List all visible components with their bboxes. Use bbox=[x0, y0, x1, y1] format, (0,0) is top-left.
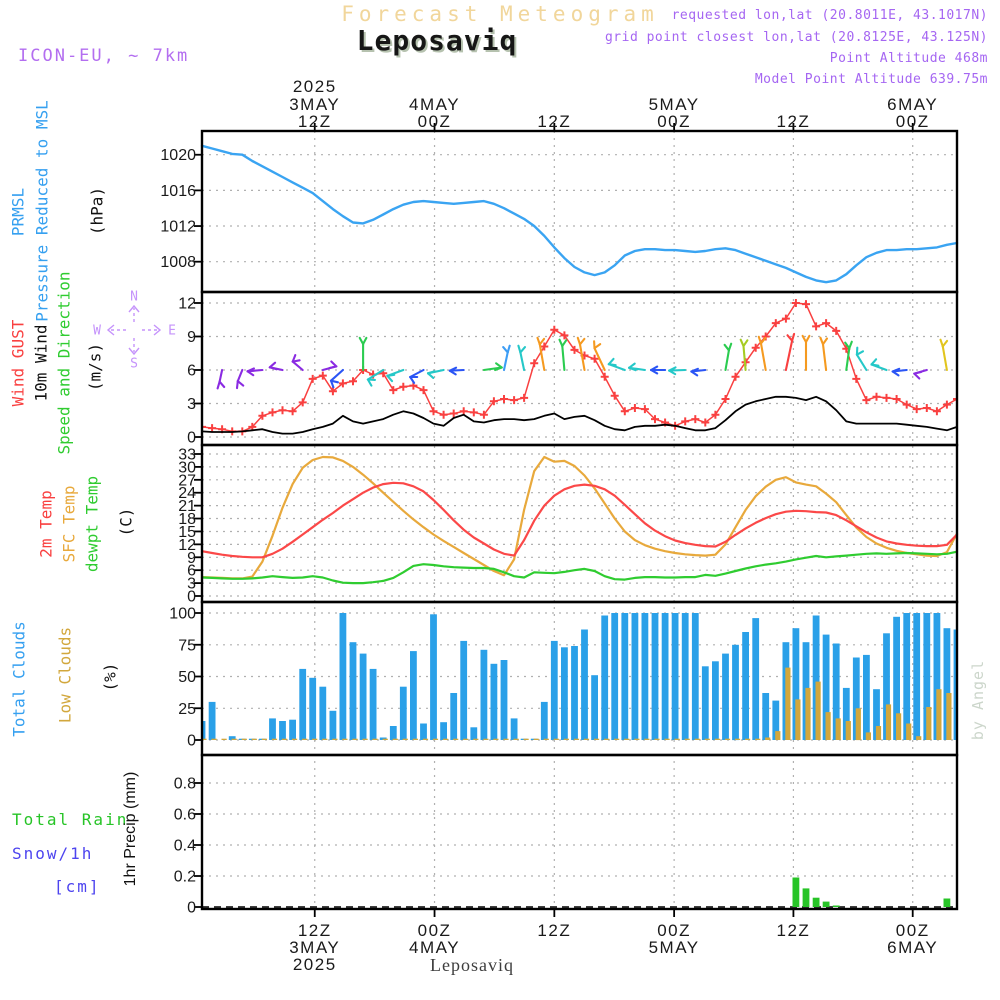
ytick-label: 75 bbox=[178, 637, 196, 655]
pressure-axis-title: PRMSL bbox=[8, 187, 28, 237]
compass-south-label: S bbox=[130, 356, 138, 372]
low-cloud-bar bbox=[705, 739, 710, 740]
total-cloud-bar bbox=[309, 678, 316, 740]
low-cloud-bar bbox=[816, 682, 821, 740]
total-cloud-bar bbox=[299, 669, 306, 740]
ytick-label: 12 bbox=[178, 536, 196, 554]
wind-gust-label: Wind GUST bbox=[8, 319, 28, 407]
top-date-label: 3MAY bbox=[289, 95, 341, 114]
total-cloud-bar bbox=[551, 641, 558, 740]
grid-point-coords: grid point closest lon,lat (20.8125E, 43.125N) bbox=[604, 30, 988, 45]
low-cloud-bar bbox=[946, 693, 951, 740]
wind-speed-line bbox=[202, 397, 957, 434]
total-cloud-bar bbox=[591, 675, 598, 740]
point-altitude: Point Altitude 468m bbox=[829, 51, 988, 66]
low-cloud-bar bbox=[916, 736, 921, 740]
total-cloud-bar bbox=[481, 650, 488, 740]
low-cloud-bar bbox=[866, 732, 871, 740]
ytick-label: 1020 bbox=[160, 147, 196, 165]
low-cloud-bar bbox=[433, 739, 438, 740]
wind-arrow bbox=[578, 338, 585, 370]
low-cloud-bar bbox=[564, 739, 569, 740]
gust-plus bbox=[309, 375, 317, 383]
low-cloud-bar bbox=[524, 739, 529, 740]
ytick-label: 0.4 bbox=[173, 837, 196, 855]
dewpoint-line bbox=[202, 552, 957, 583]
low-cloud-bar bbox=[453, 739, 458, 740]
gust-plus bbox=[812, 322, 820, 330]
total-cloud-bar bbox=[390, 726, 397, 740]
low-cloud-bar bbox=[695, 739, 700, 740]
bottom-date-label: 5MAY bbox=[648, 938, 700, 957]
wind-arrow bbox=[218, 370, 225, 388]
low-cloud-bar bbox=[292, 739, 297, 740]
low-cloud-bar bbox=[856, 708, 861, 740]
gust-plus bbox=[631, 404, 639, 412]
top-hour-label: 00Z bbox=[417, 112, 452, 131]
total-cloud-bar bbox=[319, 687, 326, 740]
low-cloud-bar bbox=[463, 739, 468, 740]
low-cloud-bar bbox=[272, 739, 277, 740]
low-cloud-bar bbox=[282, 739, 287, 740]
low-cloud-bar bbox=[665, 739, 670, 740]
total-cloud-bar bbox=[400, 687, 407, 740]
low-cloud-bar bbox=[785, 668, 790, 740]
wind-arrow bbox=[410, 370, 423, 383]
wind-arrow bbox=[360, 338, 367, 370]
ytick-label: 0 bbox=[187, 732, 196, 750]
low-cloud-bar bbox=[735, 739, 740, 740]
low-cloud-bar bbox=[765, 738, 770, 741]
gust-plus bbox=[420, 386, 428, 394]
low-cloud-bar bbox=[745, 739, 750, 740]
low-cloud-bar bbox=[302, 739, 307, 740]
ytick-label: 1016 bbox=[160, 182, 196, 200]
wind-arrow bbox=[759, 337, 766, 370]
total-cloud-bar bbox=[581, 630, 588, 741]
low-cloud-bar bbox=[624, 739, 629, 740]
gust-plus bbox=[208, 424, 216, 432]
low-cloud-bar bbox=[483, 739, 488, 740]
low-cloud-bar bbox=[262, 739, 267, 740]
low-cloud-bar bbox=[352, 739, 357, 740]
wind-arrow bbox=[428, 370, 444, 378]
compass-rose bbox=[108, 306, 160, 354]
bottom-hour-label: 12Z bbox=[776, 921, 811, 940]
low-cloud-bar bbox=[584, 739, 589, 740]
total-cloud-bar bbox=[340, 613, 347, 740]
top-hour-label: 12Z bbox=[537, 112, 572, 131]
total-cloud-bar bbox=[410, 651, 417, 740]
low-cloud-bar bbox=[322, 739, 327, 740]
model-point-altitude: Model Point Altitude 639.75m bbox=[754, 72, 988, 87]
low-cloud-bar bbox=[423, 739, 428, 740]
low-cloud-bar bbox=[574, 739, 579, 740]
precip-bar bbox=[823, 902, 830, 907]
low-cloud-bar bbox=[775, 731, 780, 740]
clouds-unit-label: (%) bbox=[100, 662, 120, 692]
ytick-label: 3 bbox=[187, 395, 196, 413]
low-cloud-bar bbox=[826, 712, 831, 740]
low-clouds-label: Low Clouds bbox=[55, 626, 75, 724]
total-cloud-bar bbox=[279, 721, 286, 740]
compass-north-label: N bbox=[130, 289, 138, 305]
ytick-label: 33 bbox=[178, 446, 196, 464]
gust-plus bbox=[520, 394, 528, 402]
total-cloud-bar bbox=[692, 613, 699, 740]
axis-ticks bbox=[194, 123, 913, 917]
precip-bar bbox=[833, 906, 840, 908]
low-cloud-bar bbox=[544, 739, 549, 740]
gust-plus bbox=[923, 404, 931, 412]
total-cloud-bar bbox=[913, 613, 920, 740]
low-cloud-bar bbox=[252, 739, 257, 740]
ytick-label: 1008 bbox=[160, 254, 196, 272]
total-cloud-bar bbox=[732, 645, 739, 740]
total-cloud-bar bbox=[541, 702, 548, 740]
bottom-hour-label: 00Z bbox=[895, 921, 930, 940]
wind-arrow bbox=[941, 340, 948, 370]
low-cloud-bar bbox=[675, 739, 680, 740]
total-cloud-bar bbox=[742, 632, 749, 740]
gust-plus bbox=[621, 407, 629, 415]
low-cloud-bar bbox=[534, 739, 539, 740]
top-date-label: 6MAY bbox=[887, 95, 939, 114]
low-cloud-bar bbox=[373, 739, 378, 740]
low-cloud-bar bbox=[383, 739, 388, 740]
wind-arrow bbox=[669, 367, 685, 374]
wind-arrow bbox=[503, 346, 510, 370]
wind-arrow bbox=[893, 369, 907, 376]
wind-arrow bbox=[609, 359, 625, 370]
precip-bars bbox=[793, 878, 951, 908]
low-cloud-bar bbox=[473, 739, 478, 740]
wind-arrow bbox=[387, 370, 403, 381]
ytick-label: 0.2 bbox=[173, 868, 196, 886]
ytick-label: 3 bbox=[187, 575, 196, 593]
ytick-label: 0 bbox=[187, 588, 196, 606]
low-cloud-bar bbox=[242, 739, 247, 740]
gust-plus bbox=[500, 395, 508, 403]
precip-total-rain-label: Total Rain bbox=[12, 810, 129, 829]
wind-arrow bbox=[270, 363, 283, 370]
gust-plus bbox=[873, 393, 881, 401]
wind-arrow bbox=[914, 370, 927, 379]
ytick-label: 0.8 bbox=[173, 775, 196, 793]
temp-2m-label: 2m Temp bbox=[36, 490, 56, 558]
wind-10m-label: 10m Wind bbox=[31, 324, 51, 402]
watermark: by Angel bbox=[969, 659, 987, 741]
ytick-label: 100 bbox=[169, 605, 196, 623]
pressure-axis-subtitle: Pressure Reduced to MSL bbox=[32, 100, 52, 322]
low-cloud-bar bbox=[443, 739, 448, 740]
precip-bar bbox=[813, 898, 820, 907]
ytick-label: 24 bbox=[178, 485, 196, 503]
wind-arrow bbox=[594, 341, 605, 370]
compass-west-label: W bbox=[93, 323, 101, 339]
low-cloud-bar bbox=[403, 739, 408, 740]
gust-plus bbox=[782, 315, 790, 323]
gust-plus bbox=[319, 372, 327, 380]
low-cloud-bar bbox=[413, 739, 418, 740]
low-cloud-bar bbox=[604, 739, 609, 740]
low-cloud-bar bbox=[514, 739, 519, 740]
temp-dewpt-label: dewpt Temp bbox=[82, 475, 102, 573]
temp-unit-label: (C) bbox=[116, 507, 136, 537]
gust-plus bbox=[601, 373, 609, 381]
gust-plus bbox=[611, 392, 619, 400]
gust-plus bbox=[430, 407, 438, 415]
total-cloud-bar bbox=[621, 613, 628, 740]
ytick-label: 0.6 bbox=[173, 806, 196, 824]
wind-arrow bbox=[651, 367, 665, 374]
gust-plus bbox=[550, 326, 558, 334]
total-cloud-bar bbox=[632, 613, 639, 740]
gust-plus bbox=[852, 375, 860, 383]
low-cloud-bar bbox=[594, 739, 599, 740]
ytick-label: 0 bbox=[187, 899, 196, 917]
total-cloud-bar bbox=[762, 693, 769, 740]
low-cloud-bar bbox=[634, 739, 639, 740]
low-cloud-bar bbox=[836, 718, 841, 740]
low-cloud-bar bbox=[232, 739, 237, 740]
gust-plus bbox=[943, 401, 951, 409]
low-cloud-bar bbox=[312, 739, 317, 740]
precip-cm-label: [cm] bbox=[54, 877, 101, 896]
gust-plus bbox=[440, 411, 448, 419]
low-cloud-bar bbox=[906, 724, 911, 741]
gust-plus bbox=[691, 415, 699, 423]
total-cloud-bar bbox=[863, 655, 870, 740]
total-cloud-bar bbox=[501, 660, 508, 740]
bottom-date-label: 6MAY bbox=[887, 938, 939, 957]
low-cloud-bar bbox=[212, 739, 217, 740]
ytick-label: 12 bbox=[178, 295, 196, 313]
bottom-date-label: 4MAY bbox=[409, 938, 461, 957]
low-cloud-bar bbox=[795, 699, 800, 740]
model-label: ICON-EU, ~ 7km bbox=[18, 46, 190, 66]
total-cloud-bar bbox=[450, 693, 457, 740]
top-hour-label: 12Z bbox=[297, 112, 332, 131]
station-title: Leposaviq bbox=[356, 24, 518, 57]
low-cloud-bar bbox=[846, 721, 851, 740]
total-cloud-bar bbox=[430, 614, 437, 740]
total-cloud-bar bbox=[682, 613, 689, 740]
low-cloud-bar bbox=[896, 713, 901, 740]
ytick-label: 0 bbox=[187, 429, 196, 447]
ytick-label: 50 bbox=[178, 669, 196, 686]
wind-arrow bbox=[368, 370, 383, 386]
total-cloud-bar bbox=[420, 724, 427, 741]
gust-plus bbox=[470, 408, 478, 416]
ytick-label: 18 bbox=[178, 511, 196, 529]
total-cloud-bar bbox=[460, 641, 467, 740]
total-cloud-bar bbox=[903, 613, 910, 740]
total-cloud-bar bbox=[642, 613, 649, 740]
wind-arrow bbox=[248, 369, 263, 376]
wind-arrow bbox=[323, 362, 337, 371]
wind-arrow bbox=[484, 363, 502, 370]
total-cloud-bar bbox=[672, 613, 679, 740]
wind-arrow bbox=[857, 348, 867, 370]
wind-unit-label: (m/s) bbox=[85, 342, 105, 392]
total-cloud-bar bbox=[330, 711, 337, 740]
wind-arrow bbox=[538, 338, 545, 370]
wind-arrow bbox=[725, 344, 732, 370]
pressure-unit-label: (hPa) bbox=[87, 186, 107, 236]
total-clouds-label: Total Clouds bbox=[9, 621, 29, 737]
low-cloud-bar bbox=[363, 739, 368, 740]
wind-arrow bbox=[872, 359, 887, 370]
top-year-label: 2025 bbox=[292, 77, 337, 96]
wind-arrow bbox=[786, 334, 794, 370]
total-cloud-bar bbox=[702, 666, 709, 740]
precip-unit-label: 1hr Precip (mm) bbox=[122, 771, 139, 887]
wind-arrow bbox=[518, 346, 525, 370]
gust-plus bbox=[722, 395, 730, 403]
low-cloud-bar bbox=[926, 707, 931, 740]
low-cloud-bar bbox=[222, 739, 227, 740]
bottom-hour-label: 12Z bbox=[297, 921, 332, 940]
ytick-label: 9 bbox=[187, 549, 196, 567]
top-hour-label: 12Z bbox=[776, 112, 811, 131]
low-cloud-bar bbox=[936, 689, 941, 740]
total-cloud-bar bbox=[611, 613, 618, 740]
total-cloud-bar bbox=[350, 642, 357, 740]
ytick-label: 6 bbox=[187, 362, 196, 380]
total-cloud-bar bbox=[571, 646, 578, 740]
gust-plus bbox=[893, 395, 901, 403]
bottom-hour-label: 00Z bbox=[657, 921, 692, 940]
total-cloud-bar bbox=[269, 718, 276, 740]
gust-plus bbox=[399, 383, 407, 391]
wind-direction-arrows bbox=[189, 334, 947, 389]
total-cloud-bar bbox=[491, 664, 498, 740]
wind-arrow bbox=[691, 369, 705, 376]
wind-arrow bbox=[803, 336, 810, 370]
total-cloud-bar bbox=[440, 722, 447, 740]
total-cloud-bar bbox=[722, 654, 729, 740]
ytick-label: 27 bbox=[178, 472, 196, 490]
requested-coords: requested lon,lat (20.8011E, 43.1017N) bbox=[671, 8, 988, 23]
footer-station-label: Leposaviq bbox=[430, 955, 514, 975]
low-cloud-bar bbox=[393, 739, 398, 740]
gust-plus bbox=[279, 406, 287, 414]
low-cloud-bar bbox=[805, 688, 810, 740]
total-cloud-bar bbox=[360, 654, 367, 740]
low-cloud-bar bbox=[715, 739, 720, 740]
top-date-label: 4MAY bbox=[409, 95, 461, 114]
precip-snow-label: Snow/1h bbox=[12, 844, 94, 863]
gust-plus bbox=[933, 407, 941, 415]
low-cloud-bar bbox=[644, 739, 649, 740]
gust-plus bbox=[681, 417, 689, 425]
gust-plus bbox=[862, 396, 870, 404]
total-cloud-bar bbox=[662, 613, 669, 740]
ytick-label: 6 bbox=[187, 562, 196, 580]
wind-arrow bbox=[293, 355, 303, 370]
compass-east-label: E bbox=[168, 323, 176, 339]
gust-plus bbox=[913, 405, 921, 413]
gust-plus bbox=[389, 386, 397, 394]
top-date-label: 5MAY bbox=[648, 95, 700, 114]
ytick-label: 1012 bbox=[160, 218, 196, 236]
precip-bar bbox=[944, 899, 951, 908]
ytick-label: 25 bbox=[178, 700, 196, 718]
low-cloud-bar bbox=[342, 739, 347, 740]
bottom-hour-label: 12Z bbox=[537, 921, 572, 940]
gust-plus bbox=[883, 394, 891, 402]
total-cloud-bar bbox=[511, 718, 518, 740]
precip-bar bbox=[803, 888, 810, 907]
wind-arrow bbox=[560, 340, 567, 370]
ytick-label: 15 bbox=[178, 523, 196, 541]
bottom-date-label: 3MAY bbox=[289, 938, 341, 957]
page-title: Forecast Meteogram bbox=[341, 2, 659, 26]
total-cloud-bar bbox=[289, 720, 296, 740]
total-cloud-bar bbox=[652, 613, 659, 740]
low-cloud-bar bbox=[554, 739, 559, 740]
low-cloud-bar bbox=[886, 704, 891, 740]
gust-plus bbox=[802, 300, 810, 308]
low-cloud-bar bbox=[493, 739, 498, 740]
temp-sfc-label: SFC Temp bbox=[59, 485, 79, 563]
bottom-year-label: 2025 bbox=[292, 955, 337, 974]
wind-arrow bbox=[237, 370, 243, 388]
total-cloud-bar bbox=[370, 669, 377, 740]
top-hour-label: 00Z bbox=[657, 112, 692, 131]
low-cloud-bar bbox=[654, 739, 659, 740]
total-cloud-bar bbox=[712, 661, 719, 740]
gust-plus bbox=[903, 401, 911, 409]
total-cloud-bar bbox=[470, 727, 477, 740]
total-cloud-bar bbox=[601, 616, 608, 741]
low-cloud-bar bbox=[332, 739, 337, 740]
low-cloud-bar bbox=[876, 726, 881, 740]
wind-arrow bbox=[820, 338, 827, 370]
low-cloud-bar bbox=[685, 739, 690, 740]
precip-bar bbox=[793, 878, 800, 908]
low-cloud-bar bbox=[725, 739, 730, 740]
gust-plus bbox=[269, 408, 277, 416]
low-cloud-bar bbox=[755, 739, 760, 740]
total-cloud-bar bbox=[752, 618, 759, 740]
ytick-label: 30 bbox=[178, 459, 196, 477]
gust-plus bbox=[530, 359, 538, 367]
total-cloud-bar bbox=[561, 647, 568, 740]
top-hour-label: 00Z bbox=[895, 112, 930, 131]
bottom-hour-label: 00Z bbox=[417, 921, 452, 940]
wind-arrow bbox=[629, 364, 645, 371]
t2m-line bbox=[202, 483, 957, 558]
total-cloud-bar bbox=[209, 702, 216, 740]
low-cloud-bar bbox=[503, 739, 508, 740]
ytick-label: 21 bbox=[178, 498, 196, 516]
low-cloud-bar bbox=[614, 739, 619, 740]
ytick-label: 9 bbox=[187, 328, 196, 346]
wind-arrow bbox=[450, 368, 464, 375]
wind-speed-dir-label: Speed and Direction bbox=[54, 271, 74, 455]
